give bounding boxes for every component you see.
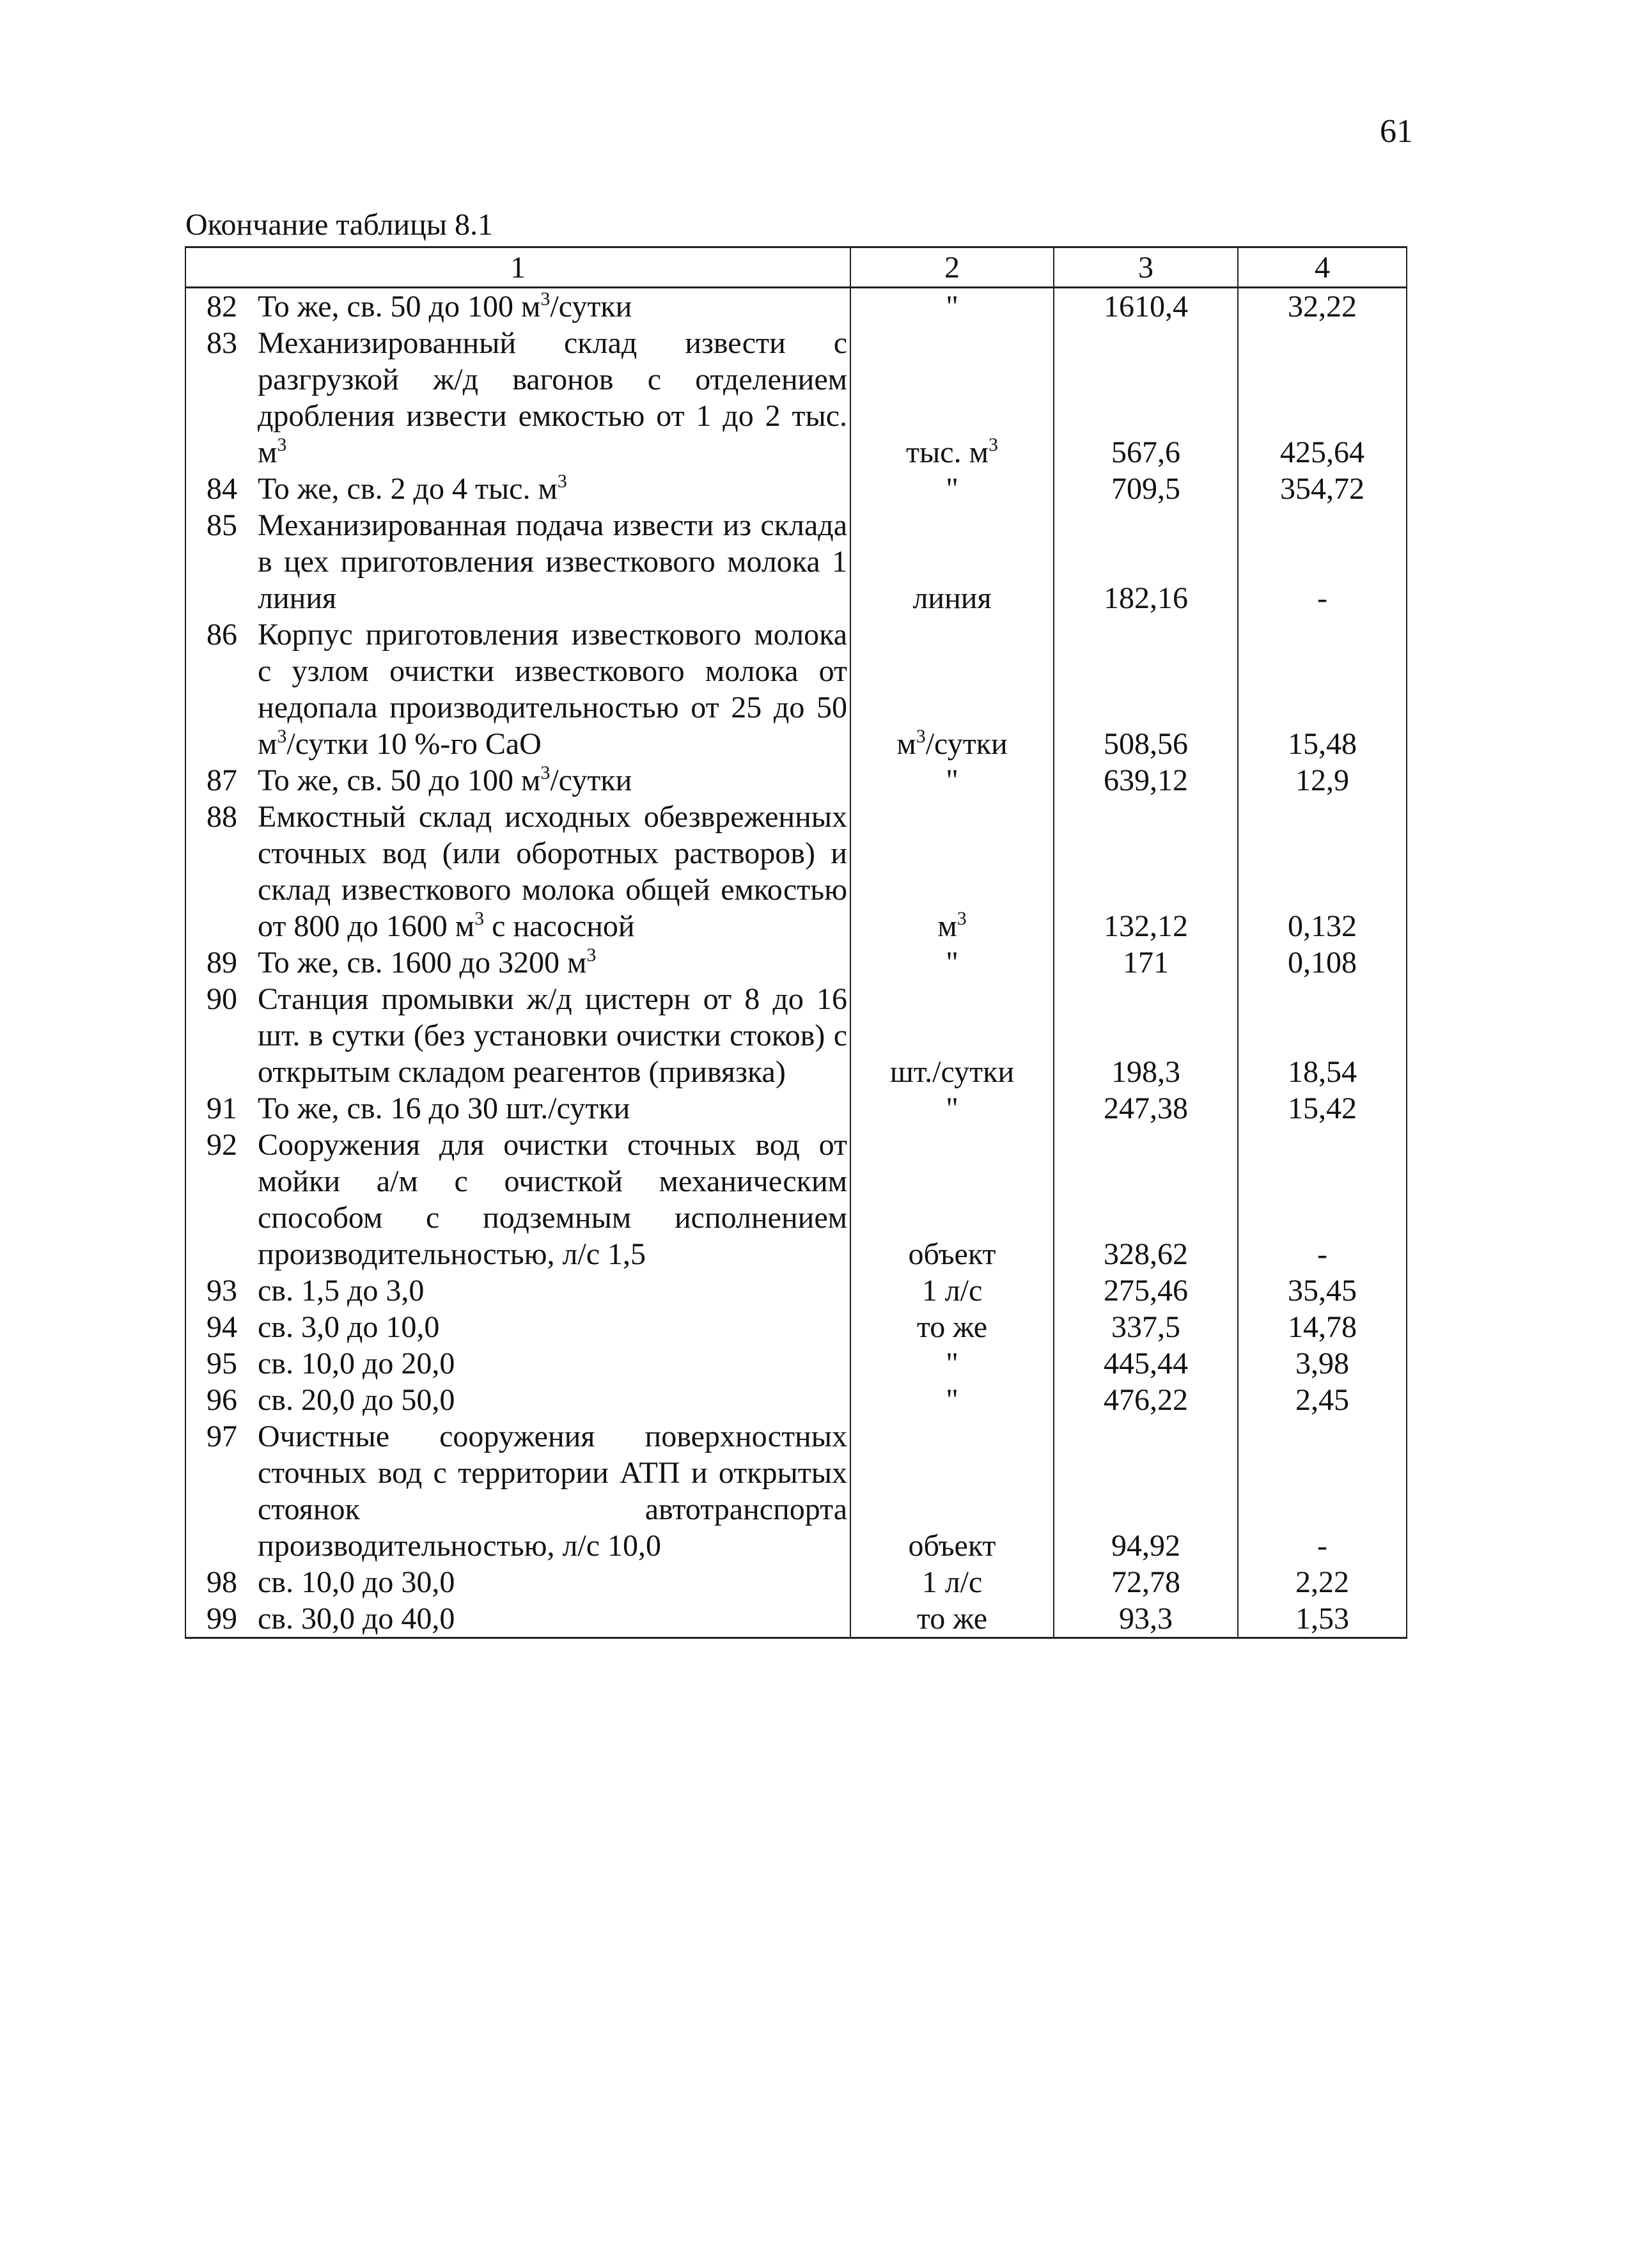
value-col4-cell: 35,45 bbox=[1238, 1272, 1407, 1309]
unit-cell: 1 л/с bbox=[850, 1564, 1054, 1600]
table-row bbox=[185, 1564, 1407, 1600]
row-number: 84 bbox=[207, 472, 237, 506]
value-col3-cell: 639,12 bbox=[1054, 762, 1238, 799]
unit-cell: $м^3$ bbox=[850, 799, 1054, 944]
row-description: св. 20,0 до 50,0 bbox=[258, 1383, 455, 1417]
table-header bbox=[185, 247, 1407, 288]
value-col4-cell: - bbox=[1238, 1418, 1407, 1564]
name-cell bbox=[185, 944, 850, 981]
row-number: 88 bbox=[207, 800, 237, 834]
unit-cell: объект bbox=[850, 1127, 1054, 1272]
value-col3-cell: 93,3 bbox=[1054, 1600, 1238, 1638]
cubic-superscript: 3 bbox=[957, 908, 967, 929]
row-number: 87 bbox=[207, 763, 237, 797]
name-cell bbox=[185, 1272, 850, 1309]
table-row bbox=[185, 1272, 1407, 1309]
table-row bbox=[185, 1382, 1407, 1418]
table-row bbox=[185, 1418, 1407, 1564]
row-description: Очистные сооружения поверхностных сточных вод с территории АТП и открытых стоянок автотранспорта производительностью, л/с 10,0 bbox=[258, 1419, 847, 1563]
column-header-1: 1 bbox=[185, 247, 850, 288]
value-col4-cell: 18,54 bbox=[1238, 981, 1407, 1090]
unit-cell: тыс. $м^3$ bbox=[850, 325, 1054, 471]
data-table bbox=[185, 246, 1407, 1639]
row-description: То же, св. 1600 до 3200 $м^3$ bbox=[258, 944, 597, 980]
value-col3-cell: 72,78 bbox=[1054, 1564, 1238, 1600]
name-cell bbox=[185, 288, 850, 325]
unit-cell: " bbox=[850, 944, 1054, 981]
name-cell bbox=[185, 1600, 850, 1638]
cubic-superscript: 3 bbox=[277, 434, 287, 455]
value-col3-cell: 476,22 bbox=[1054, 1382, 1238, 1418]
value-col3-cell: 328,62 bbox=[1054, 1127, 1238, 1272]
name-cell bbox=[185, 325, 850, 471]
unit-cell: то же bbox=[850, 1309, 1054, 1345]
value-col3-cell: 198,3 bbox=[1054, 981, 1238, 1090]
value-col3-cell: 182,16 bbox=[1054, 507, 1238, 616]
name-cell bbox=[185, 799, 850, 944]
row-description: св. 1,5 до 3,0 bbox=[258, 1274, 425, 1308]
row-number: 94 bbox=[207, 1310, 237, 1344]
table-row bbox=[185, 1345, 1407, 1382]
row-description: св. 30,0 до 40,0 bbox=[258, 1602, 455, 1636]
table-row bbox=[185, 799, 1407, 944]
row-description: Механизированный склад извести с разгрузкой ж/д вагонов с отделением дробления извести емкостью от 1 до 2 тыс. $м^3$ bbox=[258, 326, 847, 469]
cubic-superscript: 3 bbox=[557, 471, 567, 492]
name-cell bbox=[185, 471, 850, 507]
cubic-superscript: 3 bbox=[540, 288, 551, 309]
value-col3-cell: 709,5 bbox=[1054, 471, 1238, 507]
row-description: св. 10,0 до 30,0 bbox=[258, 1565, 455, 1599]
row-number: 82 bbox=[207, 290, 237, 324]
row-description: св. 10,0 до 20,0 bbox=[258, 1347, 455, 1380]
row-description: То же, св. 2 до 4 тыс. $м^3$ bbox=[258, 471, 567, 506]
row-number: 99 bbox=[207, 1602, 237, 1636]
name-cell bbox=[185, 1127, 850, 1272]
row-description: св. 3,0 до 10,0 bbox=[258, 1310, 440, 1344]
value-col3-cell: 445,44 bbox=[1054, 1345, 1238, 1382]
name-cell bbox=[185, 1418, 850, 1564]
row-number: 86 bbox=[207, 618, 237, 652]
row-number: 89 bbox=[207, 946, 237, 980]
row-description: Сооружения для очистки сточных вод от мойки а/м с очисткой механическим способом с подземным исполнением производительностью, л/с 1,5 bbox=[258, 1128, 847, 1271]
name-cell bbox=[185, 762, 850, 799]
table-row bbox=[185, 1090, 1407, 1127]
unit-cell: линия bbox=[850, 507, 1054, 616]
value-col3-cell: 1610,4 bbox=[1054, 288, 1238, 325]
value-col3-cell: 94,92 bbox=[1054, 1418, 1238, 1564]
column-header-4: 4 bbox=[1238, 247, 1407, 288]
row-description: То же, св. 50 до 100 $м^3$/сутки bbox=[258, 288, 632, 324]
row-number: 85 bbox=[207, 508, 237, 542]
value-col4-cell: - bbox=[1238, 1127, 1407, 1272]
value-col4-cell: 2,22 bbox=[1238, 1564, 1407, 1600]
value-col3-cell: 275,46 bbox=[1054, 1272, 1238, 1309]
table-body bbox=[185, 288, 1407, 1638]
name-cell bbox=[185, 1309, 850, 1345]
name-cell bbox=[185, 1090, 850, 1127]
table-row bbox=[185, 1127, 1407, 1272]
page-number: 61 bbox=[1380, 113, 1413, 150]
table-row bbox=[185, 288, 1407, 325]
row-number: 93 bbox=[207, 1274, 237, 1308]
name-cell bbox=[185, 1345, 850, 1382]
cubic-superscript: 3 bbox=[586, 944, 597, 966]
value-col3-cell: 171 bbox=[1054, 944, 1238, 981]
cubic-superscript: 3 bbox=[474, 908, 485, 929]
name-cell bbox=[185, 981, 850, 1090]
column-header-2: 2 bbox=[850, 247, 1054, 288]
unit-cell: $м^3$/сутки bbox=[850, 616, 1054, 762]
table-row bbox=[185, 1309, 1407, 1345]
unit-cell: объект bbox=[850, 1418, 1054, 1564]
value-col4-cell: 15,48 bbox=[1238, 616, 1407, 762]
value-col4-cell: 3,98 bbox=[1238, 1345, 1407, 1382]
name-cell bbox=[185, 1564, 850, 1600]
value-col4-cell: 12,9 bbox=[1238, 762, 1407, 799]
value-col4-cell: 15,42 bbox=[1238, 1090, 1407, 1127]
row-description: Корпус приготовления известкового молока с узлом очистки известкового молока от недопала производительностью от 25 до 50 $м^3$/сутки 10 %-го СаО bbox=[258, 618, 847, 761]
name-cell bbox=[185, 616, 850, 762]
table-row bbox=[185, 507, 1407, 616]
value-col4-cell: 14,78 bbox=[1238, 1309, 1407, 1345]
cubic-superscript: 3 bbox=[916, 726, 926, 747]
value-col4-cell: 0,132 bbox=[1238, 799, 1407, 944]
unit-cell: то же bbox=[850, 1600, 1054, 1638]
row-number: 92 bbox=[207, 1128, 237, 1162]
table-row bbox=[185, 944, 1407, 981]
unit-cell: " bbox=[850, 471, 1054, 507]
unit-cell: " bbox=[850, 762, 1054, 799]
name-cell bbox=[185, 507, 850, 616]
cubic-superscript: 3 bbox=[988, 434, 998, 455]
row-number: 98 bbox=[207, 1565, 237, 1599]
value-col4-cell: 425,64 bbox=[1238, 325, 1407, 471]
table-row bbox=[185, 1600, 1407, 1638]
name-cell bbox=[185, 1382, 850, 1418]
value-col3-cell: 567,6 bbox=[1054, 325, 1238, 471]
unit-cell: " bbox=[850, 1090, 1054, 1127]
row-number: 83 bbox=[207, 326, 237, 360]
row-number: 96 bbox=[207, 1383, 237, 1417]
row-number: 90 bbox=[207, 982, 237, 1016]
row-description: Механизированная подача извести из склада в цех приготовления известкового молока 1 линия bbox=[258, 508, 847, 615]
table-row bbox=[185, 616, 1407, 762]
value-col3-cell: 132,12 bbox=[1054, 799, 1238, 944]
value-col4-cell: - bbox=[1238, 507, 1407, 616]
row-number: 95 bbox=[207, 1347, 237, 1380]
value-col4-cell: 2,45 bbox=[1238, 1382, 1407, 1418]
value-col4-cell: 1,53 bbox=[1238, 1600, 1407, 1638]
table-row bbox=[185, 325, 1407, 471]
row-description: То же, св. 16 до 30 шт./сутки bbox=[258, 1091, 630, 1125]
unit-cell: " bbox=[850, 1345, 1054, 1382]
table-row bbox=[185, 471, 1407, 507]
value-col4-cell: 354,72 bbox=[1238, 471, 1407, 507]
row-description: Станция промывки ж/д цистерн от 8 до 16 шт. в сутки (без установки очистки стоков) с открытым складом реагентов (привязка) bbox=[258, 982, 847, 1089]
cubic-superscript: 3 bbox=[540, 762, 551, 783]
value-col3-cell: 247,38 bbox=[1054, 1090, 1238, 1127]
row-description: Емкостный склад исходных обезвреженных сточных вод (или оборотных растворов) и склад известкового молока общей емкостью от 800 до 1600 $м^3$ с насосной bbox=[258, 800, 847, 943]
unit-cell: шт./сутки bbox=[850, 981, 1054, 1090]
header-row bbox=[185, 247, 1407, 288]
row-description: То же, св. 50 до 100 $м^3$/сутки bbox=[258, 762, 632, 797]
cubic-superscript: 3 bbox=[277, 726, 287, 747]
value-col3-cell: 508,56 bbox=[1054, 616, 1238, 762]
row-number: 97 bbox=[207, 1419, 237, 1453]
table-row bbox=[185, 762, 1407, 799]
value-col4-cell: 0,108 bbox=[1238, 944, 1407, 981]
unit-cell: 1 л/с bbox=[850, 1272, 1054, 1309]
value-col3-cell: 337,5 bbox=[1054, 1309, 1238, 1345]
row-number: 91 bbox=[207, 1091, 237, 1125]
column-header-3: 3 bbox=[1054, 247, 1238, 288]
table-row bbox=[185, 981, 1407, 1090]
unit-cell: " bbox=[850, 1382, 1054, 1418]
table-container bbox=[185, 246, 1407, 1639]
table-caption: Окончание таблицы 8.1 bbox=[185, 208, 494, 242]
unit-cell: " bbox=[850, 288, 1054, 325]
value-col4-cell: 32,22 bbox=[1238, 288, 1407, 325]
